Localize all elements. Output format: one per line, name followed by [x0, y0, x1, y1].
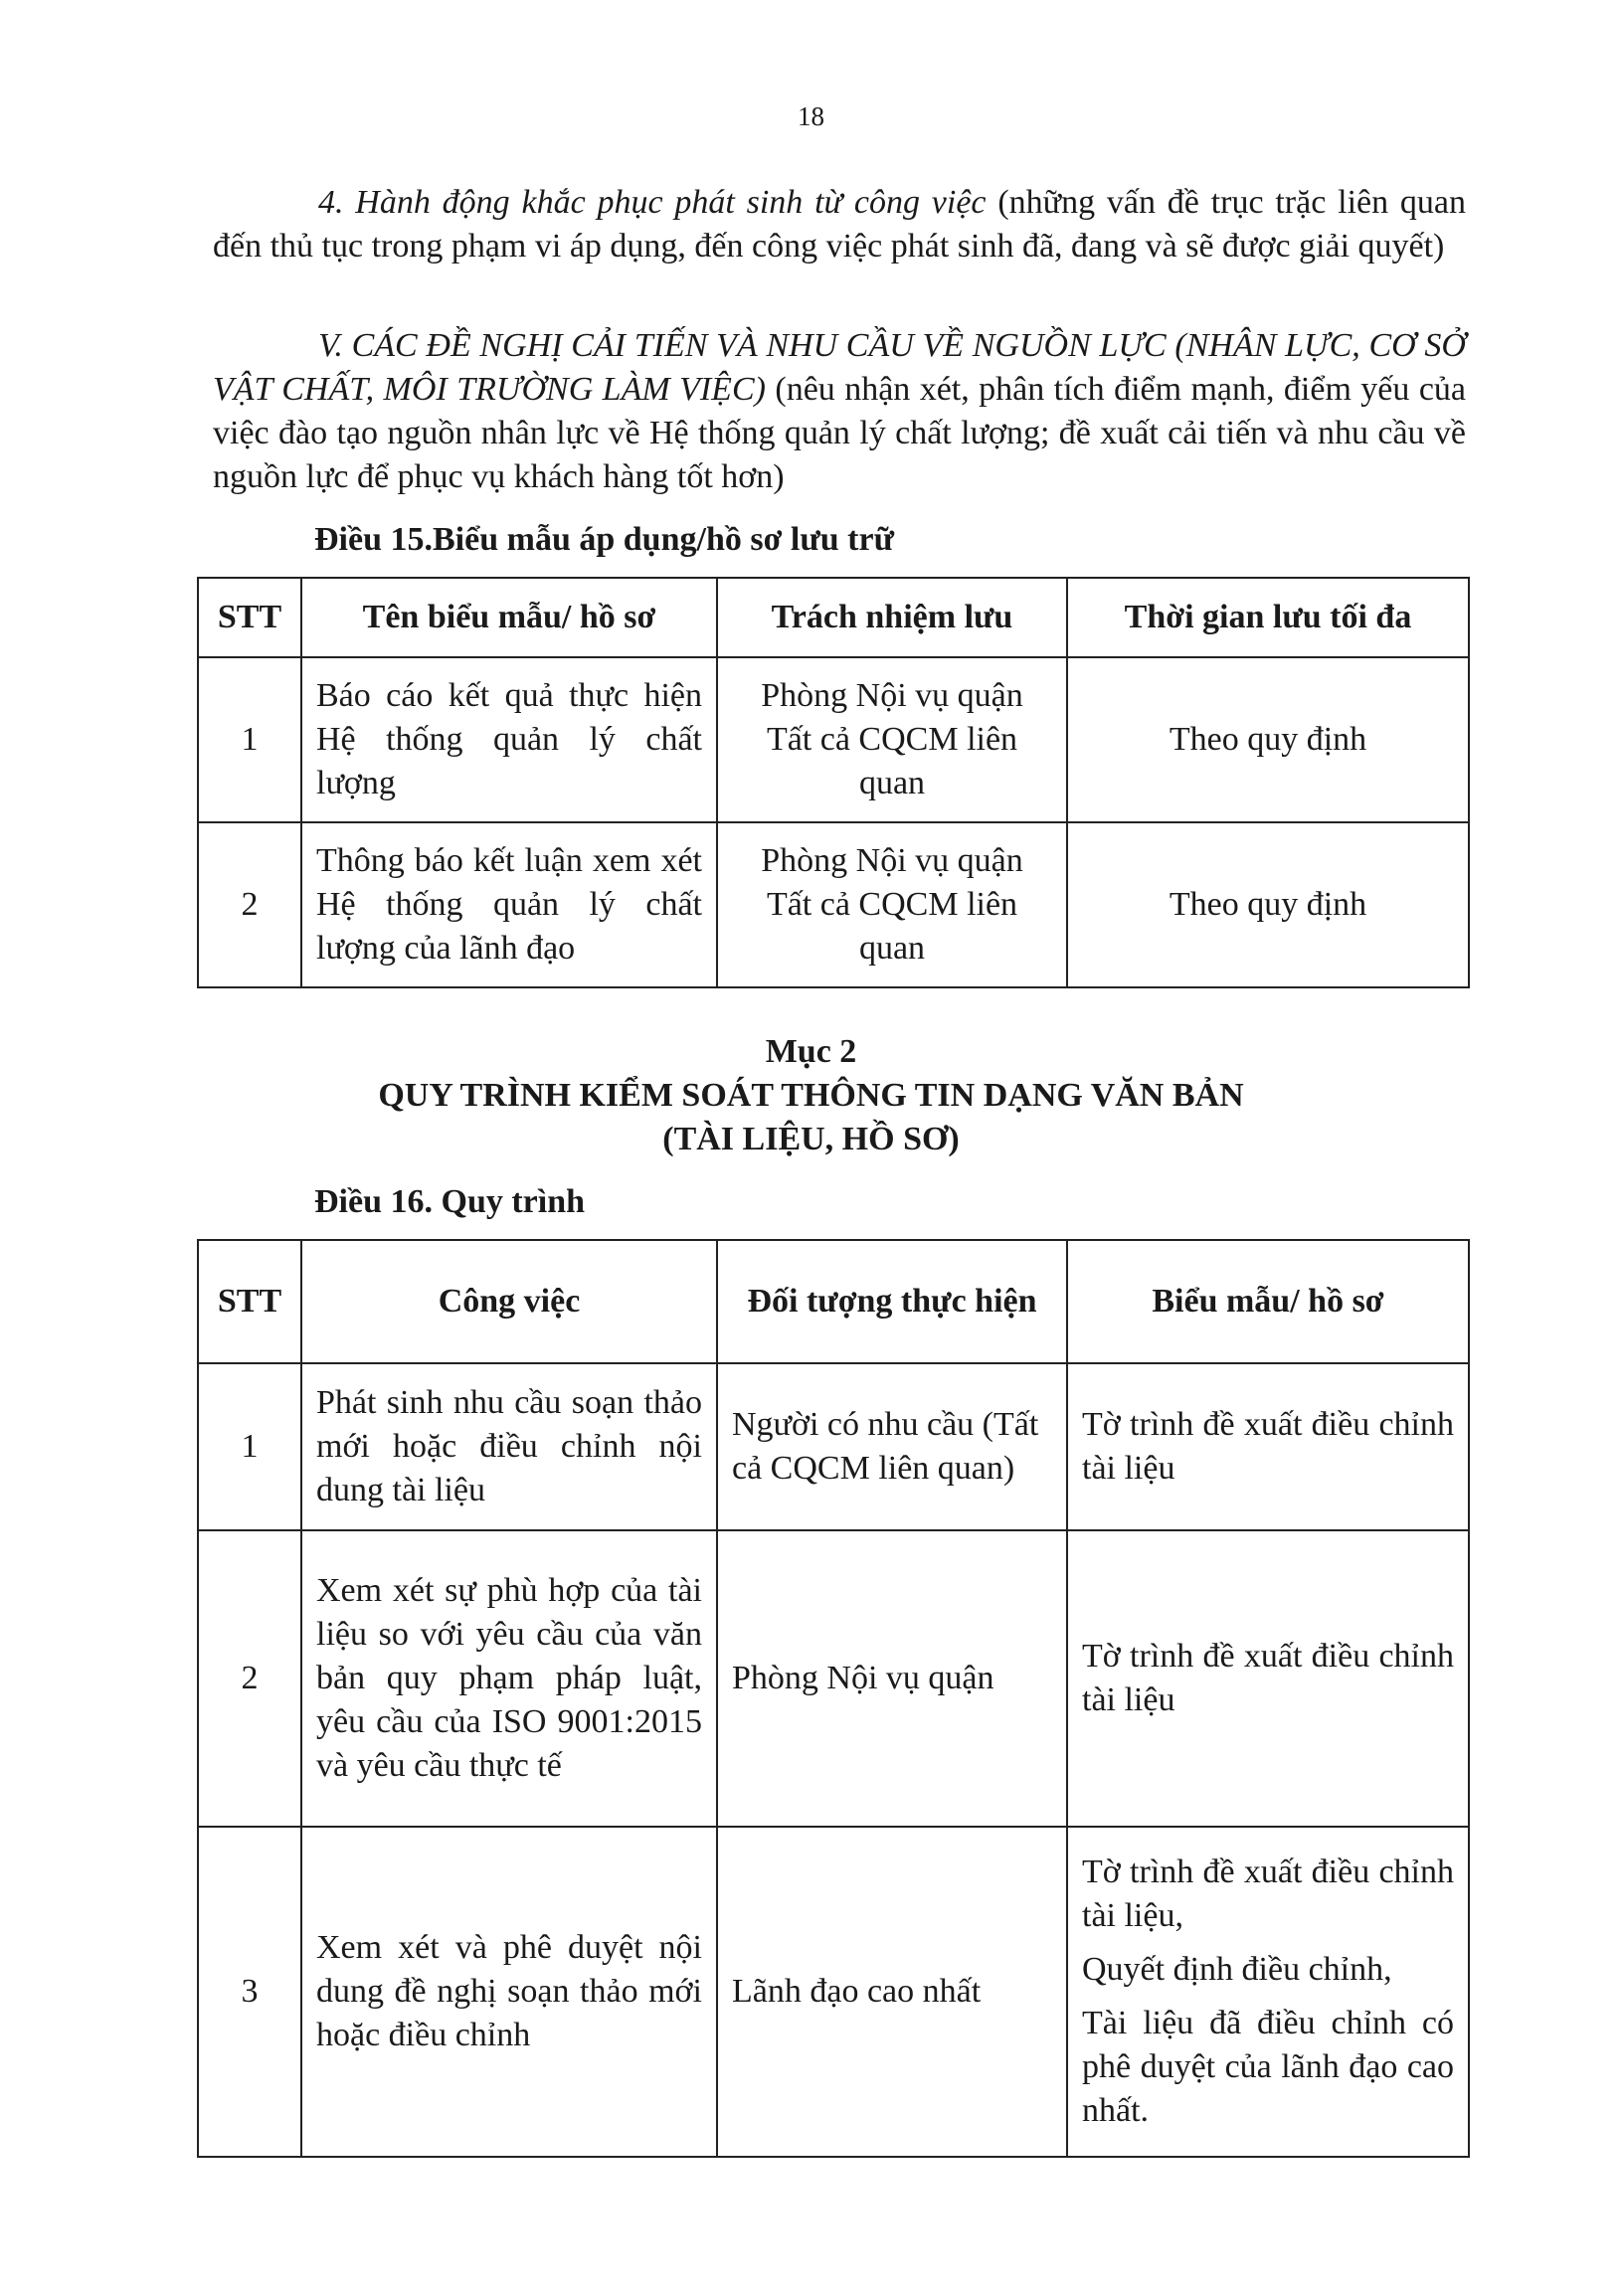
page-number: 18 — [798, 101, 824, 131]
header-stt: STT — [198, 578, 301, 657]
header-form-name: Tên biểu mẫu/ hồ sơ — [301, 578, 717, 657]
cell-actor: Phòng Nội vụ quận — [717, 1530, 1067, 1827]
cell-form — [1067, 1827, 1469, 2157]
table-row — [198, 657, 1469, 822]
article-15-table — [197, 577, 1470, 988]
responsibility-line: Tất cả CQCM liên quan — [766, 886, 1018, 967]
cell-actor: Lãnh đạo cao nhất — [717, 1827, 1067, 2157]
header-stt: STT — [198, 1240, 301, 1363]
paragraph-corrective-actions — [213, 181, 1466, 268]
cell-responsibility — [717, 822, 1067, 987]
cell-retention: Theo quy định — [1067, 657, 1469, 822]
table-row — [198, 1530, 1469, 1827]
cell-stt: 3 — [198, 1827, 301, 2157]
cell-stt: 1 — [198, 1363, 301, 1530]
cell-stt: 2 — [198, 822, 301, 987]
section-subtitle: (TÀI LIỆU, HỒ SƠ) — [662, 1121, 960, 1157]
cell-task: Xem xét sự phù hợp của tài liệu so với yêu cầu của văn bản quy phạm pháp luật, yêu cầu của ISO 9001:2015 và yêu cầu thực tế — [301, 1530, 717, 1827]
section-label: Mục 2 — [765, 1033, 857, 1070]
section-title: QUY TRÌNH KIỂM SOÁT THÔNG TIN DẠNG VĂN BẢN — [378, 1077, 1244, 1114]
table-header-row — [198, 1240, 1469, 1363]
header-actor: Đối tượng thực hiện — [717, 1240, 1067, 1363]
header-form: Biểu mẫu/ hồ sơ — [1067, 1240, 1469, 1363]
table-row — [198, 1363, 1469, 1530]
paragraph-improvement-proposals — [213, 324, 1466, 499]
header-storage-responsibility: Trách nhiệm lưu — [717, 578, 1067, 657]
article-16-table — [197, 1239, 1470, 2158]
header-max-retention: Thời gian lưu tối đa — [1067, 578, 1469, 657]
cell-retention: Theo quy định — [1067, 822, 1469, 987]
responsibility-line: Phòng Nội vụ quận — [761, 677, 1023, 714]
paragraph-lead-italic: 4. Hành động khắc phục phát sinh từ công việc — [318, 184, 987, 221]
cell-form-name: Thông báo kết luận xem xét Hệ thống quản lý chất lượng của lãnh đạo — [301, 822, 717, 987]
cell-form-name: Báo cáo kết quả thực hiện Hệ thống quản lý chất lượng — [301, 657, 717, 822]
form-line: Quyết định điều chỉnh, — [1082, 1951, 1392, 1988]
paragraph-body: (những vấn đề trục trặc liên quan đến thủ tục trong phạm vi áp dụng, đến công việc phát sinh đã, đang và sẽ được giải quyết) — [213, 184, 1467, 265]
cell-task: Xem xét và phê duyệt nội dung đề nghị soạn thảo mới hoặc điều chỉnh — [301, 1827, 717, 2157]
cell-form: Tờ trình đề xuất điều chỉnh tài liệu — [1067, 1530, 1469, 1827]
paragraph-lead-italic: V. CÁC ĐỀ NGHỊ CẢI TIẾN VÀ NHU CẦU VỀ NGUỒN LỰC (NHÂN LỰC, CƠ SỞ VẬT CHẤT, MÔI TRƯỜNG LÀM VIỆC) — [213, 327, 1466, 408]
table-header-row — [198, 578, 1469, 657]
responsibility-line: Tất cả CQCM liên quan — [766, 721, 1018, 801]
responsibility-line: Phòng Nội vụ quận — [761, 842, 1023, 879]
article-16-heading: Điều 16. Quy trình — [314, 1183, 586, 1220]
cell-task: Phát sinh nhu cầu soạn thảo mới hoặc điều chỉnh nội dung tài liệu — [301, 1363, 717, 1530]
cell-stt: 1 — [198, 657, 301, 822]
form-line: Tài liệu đã điều chỉnh có phê duyệt của lãnh đạo cao nhất. — [1082, 2005, 1454, 2129]
table-row — [198, 1827, 1469, 2157]
form-line: Tờ trình đề xuất điều chỉnh tài liệu, — [1082, 1854, 1454, 1934]
cell-form: Tờ trình đề xuất điều chỉnh tài liệu — [1067, 1363, 1469, 1530]
cell-stt: 2 — [198, 1530, 301, 1827]
cell-actor: Người có nhu cầu (Tất cả CQCM liên quan) — [717, 1363, 1067, 1530]
paragraph-body: (nêu nhận xét, phân tích điểm mạnh, điểm yếu của việc đào tạo nguồn nhân lực về Hệ thống quản lý chất lượng; đề xuất cải tiến và nhu cầu về nguồn lực để phục vụ khách hàng tốt hơn) — [213, 371, 1466, 495]
article-15-heading: Điều 15.Biểu mẫu áp dụng/hồ sơ lưu trữ — [314, 521, 894, 558]
cell-responsibility — [717, 657, 1067, 822]
header-task: Công việc — [301, 1240, 717, 1363]
table-row — [198, 822, 1469, 987]
